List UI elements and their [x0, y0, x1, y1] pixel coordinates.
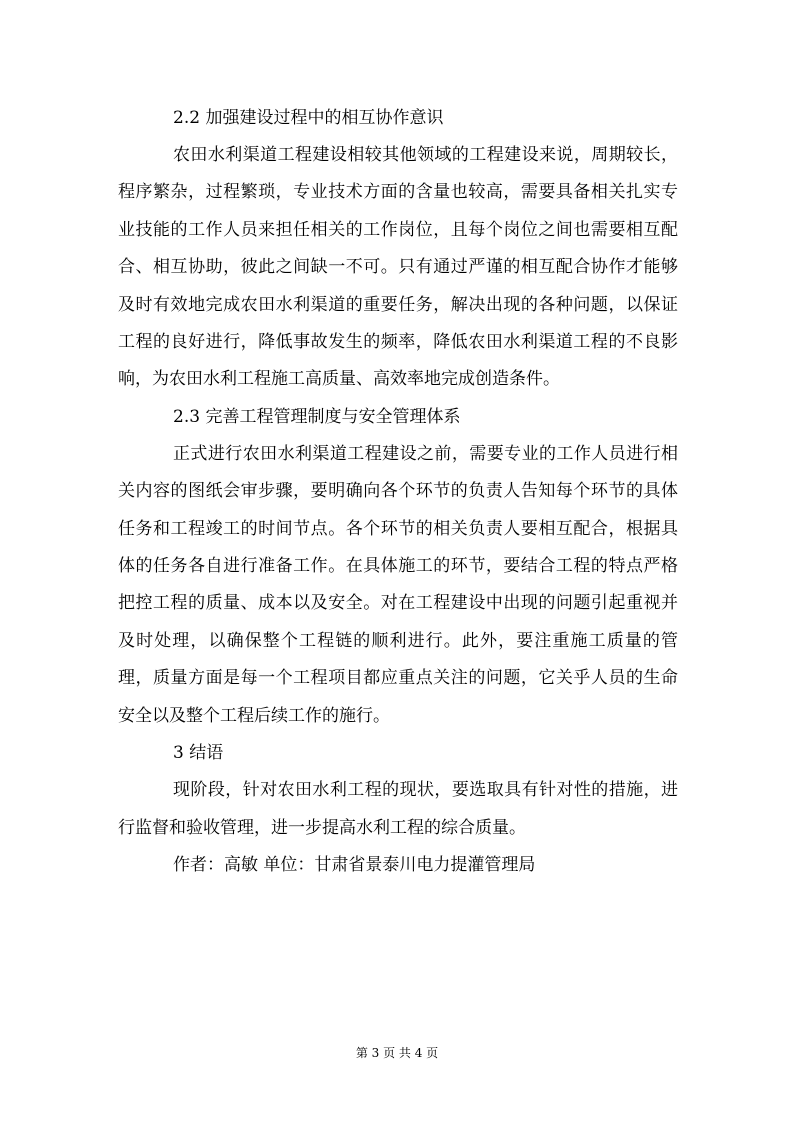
section-paragraph-2-2: 农田水利渠道工程建设相较其他领域的工程建设来说，周期较长，程序繁杂，过程繁琐，专业技术方面的含量也较高，需要具备相关扎实专业技能的工作人员来担任相关的工作岗位，且每个岗位之间也需要相互配合、相互协助，彼此之间缺一不可。只有通过严谨的相互配合协作才能够及时有效地完成农田水利渠道的重要任务，解决出现的各种问题，以保证工程的良好进行，降低事故发生的频率，降低农田水利渠道工程的不良影响，为农田水利工程施工高质量、高效率地完成创造条件。 [118, 145, 678, 390]
document-body [118, 100, 678, 884]
author-line: 作者：高敏 单位：甘肃省景泰川电力提灌管理局 [173, 854, 536, 875]
section-heading-3: 3 结语 [173, 743, 224, 764]
section-heading-2-3: 2.3 完善工程管理制度与安全管理体系 [173, 406, 461, 427]
section-paragraph-2-3: 正式进行农田水利渠道工程建设之前，需要专业的工作人员进行相关内容的图纸会审步骤，要明确向各个环节的负责人告知每个环节的具体任务和工程竣工的时间节点。各个环节的相关负责人要相互配合，根据具体的任务各自进行准备工作。在具体施工的环节，要结合工程的特点严格把控工程的质量、成本以及安全。对在工程建设中出现的问题引起重视并及时处理，以确保整个工程链的顺利进行。此外，要注重施工质量的管理，质量方面是每一个工程项目都应重点关注的问题，它关乎人员的生命安全以及整个工程后续工作的施行。 [118, 443, 678, 726]
section-paragraph-3: 现阶段，针对农田水利工程的现状，要选取具有针对性的措施，进行监督和验收管理，进一步提高水利工程的综合质量。 [118, 780, 678, 838]
page-number-footer: 第 3 页 共 4 页 [355, 1046, 439, 1060]
section-heading-2-2: 2.2 加强建设过程中的相互协作意识 [173, 108, 444, 128]
